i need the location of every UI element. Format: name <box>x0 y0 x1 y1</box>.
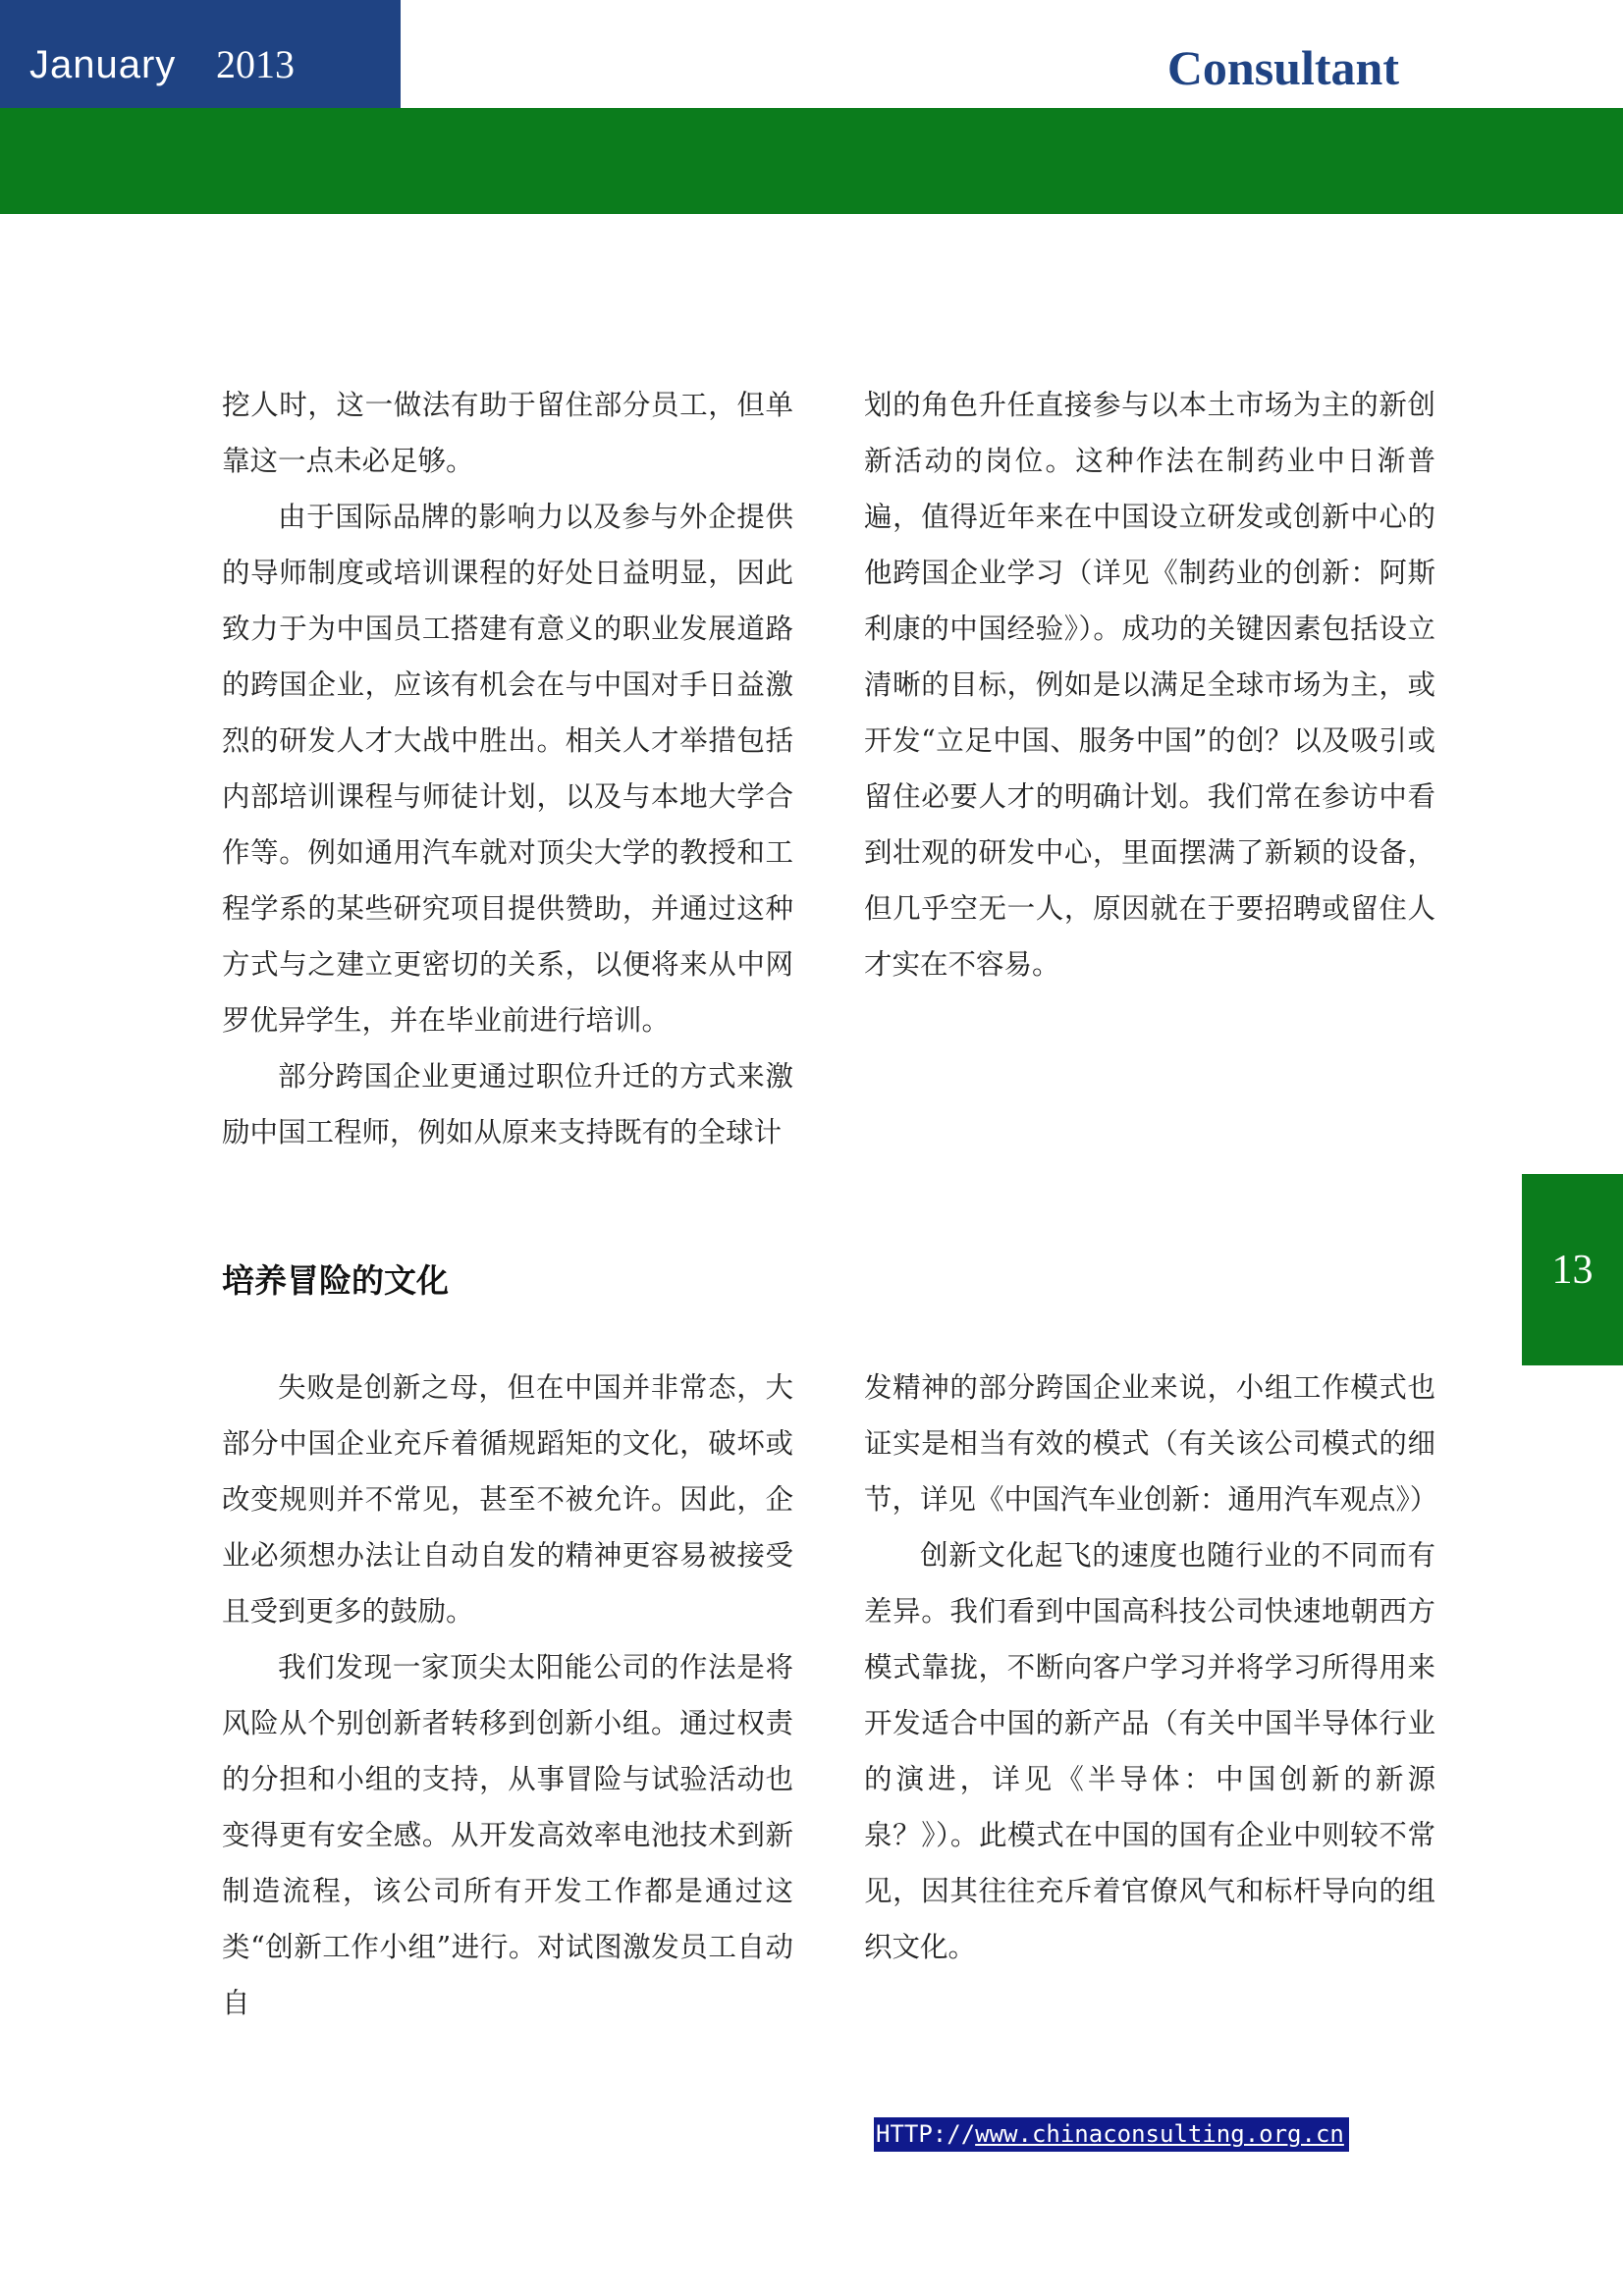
header-month: January <box>29 43 177 86</box>
article-column-top-left <box>222 377 793 1160</box>
url-prefix: HTTP:// <box>876 2120 976 2148</box>
magazine-title: Consultant <box>1166 40 1399 95</box>
header-date-block <box>0 0 401 108</box>
section-title: 培养冒险的文化 <box>222 1261 449 1300</box>
paragraph: 挖人时，这一做法有助于留住部分员工，但单靠这一点未必足够。 <box>222 389 793 477</box>
header-band <box>0 108 1623 214</box>
page-number: 13 <box>1551 1247 1594 1293</box>
url-link[interactable]: www.chinaconsulting.org.cn <box>975 2120 1344 2148</box>
website-url[interactable] <box>874 2117 1349 2152</box>
article-column-bottom-right <box>864 1360 1438 1975</box>
article-column-top-right <box>864 377 1435 992</box>
paragraph: 我们发现一家顶尖太阳能公司的作法是将风险从个别创新者转移到创新小组。通过权责的分担和小组的支持，从事冒险与试验活动也变得更有安全感。从开发高效率电池技术到新制造流程，该公司所有开发工作都是通过这类“创新工作小组”进行。对试图激发员工自动自 <box>222 1651 793 2019</box>
paragraph: 划的角色升任直接参与以本土市场为主的新创新活动的岗位。这种作法在制药业中日渐普遍，值得近年来在中国设立研发或创新中心的他跨国企业学习（详见《制药业的创新：阿斯利康的中国经验》）。成功的关键因素包括设立清晰的目标，例如是以满足全球市场为主，或开发“立足中国、服务中国”的创？以及吸引或留住必要人才的明确计划。我们常在参访中看到壮观的研发中心，里面摆满了新颖的设备，但几乎空无一人，原因就在于要招聘或留住人才实在不容易。 <box>864 389 1435 981</box>
paragraph: 由于国际品牌的影响力以及参与外企提供的导师制度或培训课程的好处日益明显，因此致力于为中国员工搭建有意义的职业发展道路的跨国企业，应该有机会在与中国对手日益激烈的研发人才大战中胜出。相关人才举措包括内部培训课程与师徒计划，以及与本地大学合作等。例如通用汽车就对顶尖大学的教授和工程学系的某些研究项目提供赞助，并通过这种方式与之建立更密切的关系，以便将来从中网罗优异学生，并在毕业前进行培训。 <box>222 501 793 1037</box>
page-number-tab <box>1522 1174 1623 1365</box>
paragraph: 创新文化起飞的速度也随行业的不同而有差异。我们看到中国高科技公司快速地朝西方模式靠拢，不断向客户学习并将学习所得用来开发适合中国的新产品（有关中国半导体行业的演进，详见《半导体：中国创新的新源泉？》）。此模式在中国的国有企业中则较不常见，因其往往充斥着官僚风气和标杆导向的组织文化。 <box>864 1539 1435 1963</box>
paragraph: 发精神的部分跨国企业来说，小组工作模式也证实是相当有效的模式（有关该公司模式的细节，详见《中国汽车业创新：通用汽车观点》） <box>864 1371 1438 1516</box>
paragraph: 部分跨国企业更通过职位升迁的方式来激励中国工程师，例如从原来支持既有的全球计 <box>222 1060 793 1148</box>
article-column-bottom-left <box>222 1360 793 2031</box>
header-year: 2013 <box>216 42 295 86</box>
paragraph: 失败是创新之母，但在中国并非常态，大部分中国企业充斥着循规蹈矩的文化，破坏或改变规则并不常见，甚至不被允许。因此，企业必须想办法让自动自发的精神更容易被接受且受到更多的鼓励。 <box>222 1371 793 1628</box>
